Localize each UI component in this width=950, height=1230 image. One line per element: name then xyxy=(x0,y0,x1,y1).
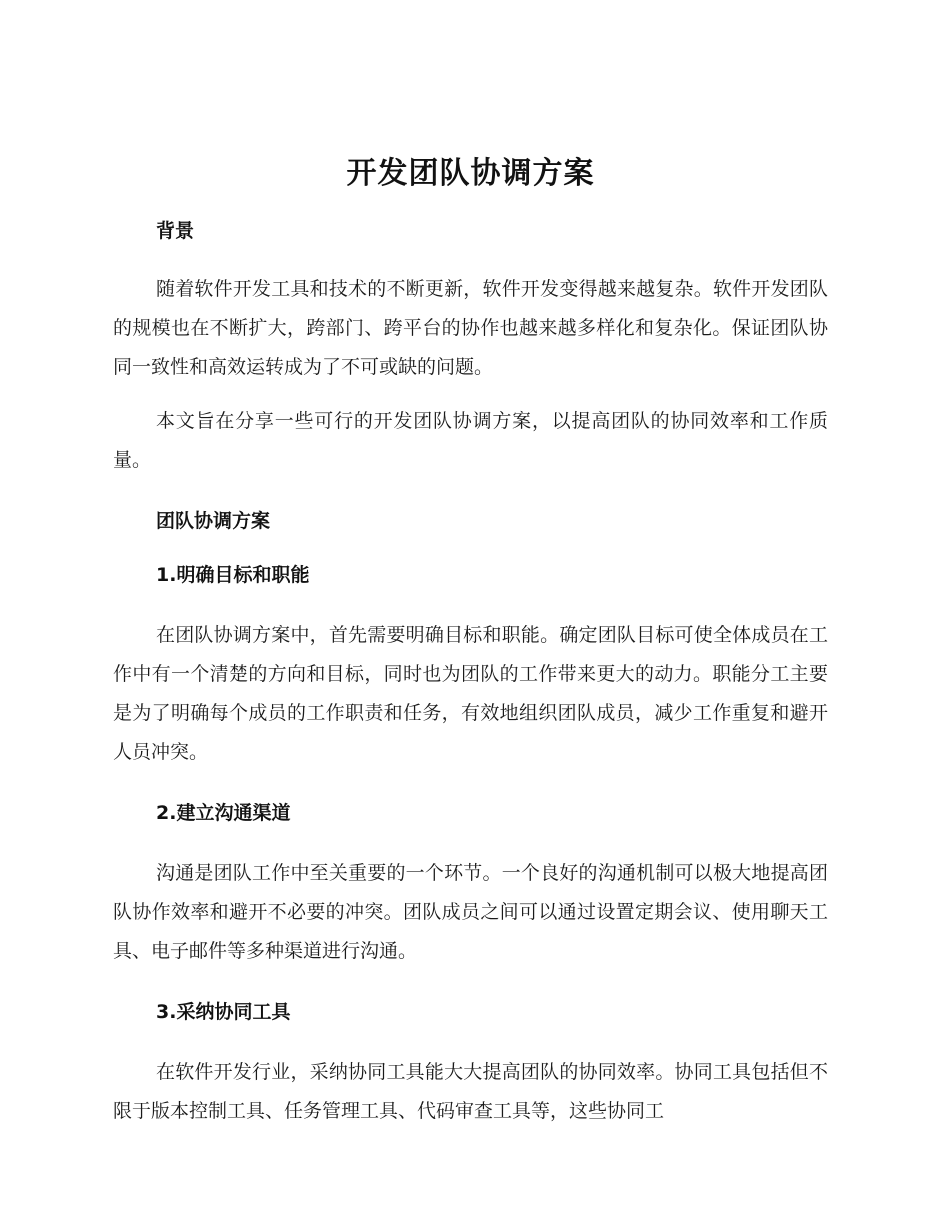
paragraph-intro: 本文旨在分享一些可行的开发团队协调方案，以提高团队的协同效率和工作质量。 xyxy=(113,410,828,471)
paragraph-section-3: 在软件开发行业，采纳协同工具能大大提高团队的协同效率。协同工具包括但不限于版本控制工具、任务管理工具、代码审查工具等，这些协同工 xyxy=(113,1061,828,1122)
heading-section-1: 1.明确目标和职能 xyxy=(156,564,310,586)
document-title: 开发团队协调方案 xyxy=(346,156,595,191)
heading-section-3: 3.采纳协同工具 xyxy=(156,1001,291,1023)
paragraph-section-1: 在团队协调方案中，首先需要明确目标和职能。确定团队目标可使全体成员在工作中有一个清楚的方向和目标，同时也为团队的工作带来更大的动力。职能分工主要是为了明确每个成员的工作职责和任务，有效地组织团队成员，减少工作重复和避开人员冲突。 xyxy=(113,624,828,763)
heading-section-2: 2.建立沟通渠道 xyxy=(156,802,291,824)
paragraph-background: 随着软件开发工具和技术的不断更新，软件开发变得越来越复杂。软件开发团队的规模也在不断扩大，跨部门、跨平台的协作也越来越多样化和复杂化。保证团队协同一致性和高效运转成为了不可或缺的问题。 xyxy=(113,278,828,378)
heading-team-plan: 团队协调方案 xyxy=(156,510,271,532)
paragraph-section-2: 沟通是团队工作中至关重要的一个环节。一个良好的沟通机制可以极大地提高团队协作效率和避开不必要的冲突。团队成员之间可以通过设置定期会议、使用聊天工具、电子邮件等多种渠道进行沟通。 xyxy=(113,862,828,962)
heading-background: 背景 xyxy=(156,220,195,242)
